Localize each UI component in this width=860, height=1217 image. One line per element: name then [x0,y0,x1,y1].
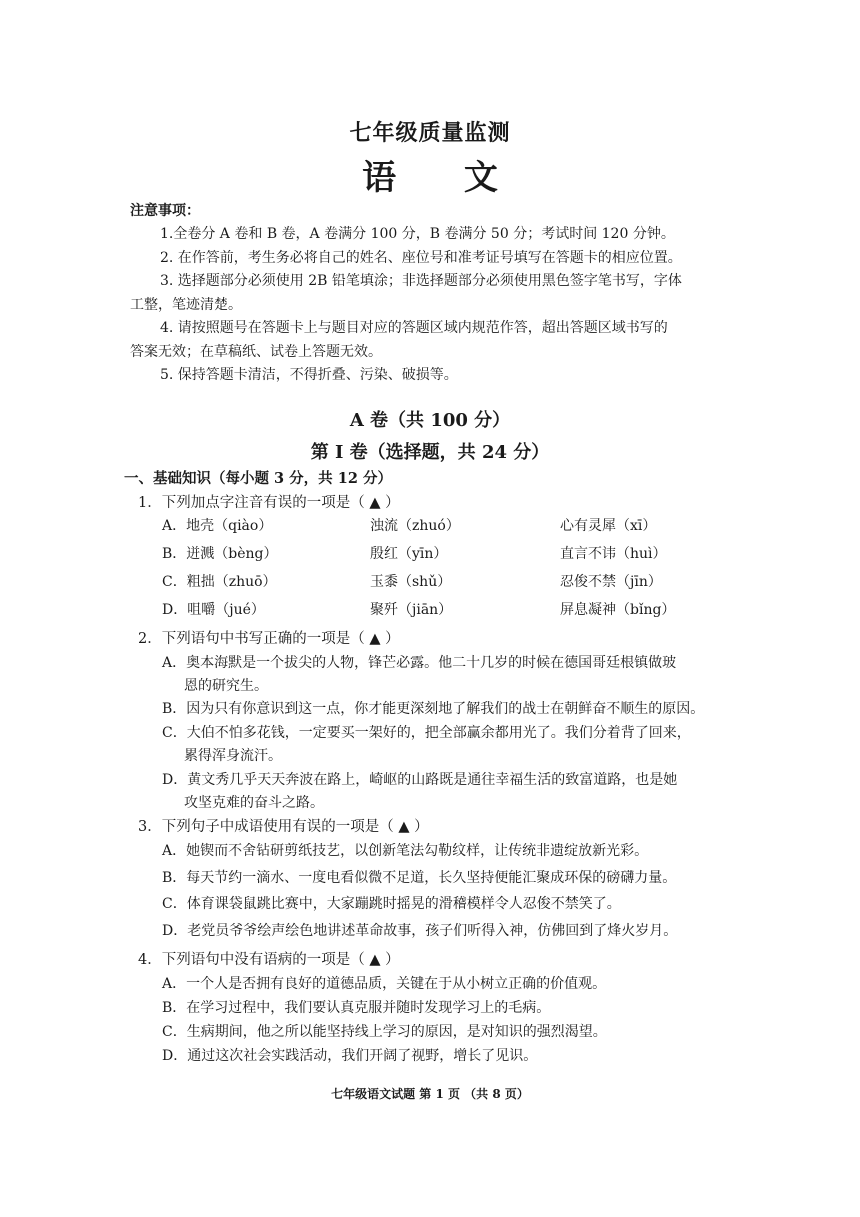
note-item-continued: 工整，笔迹清楚。 [130,297,242,313]
notes-heading: 注意事项： [130,203,200,219]
q1-option-c2: 玉黍（shǔ） [370,574,452,590]
q2-option-a: A．奥本海默是一个拔尖的人物，锋芒必露。他二十几岁的时候在德国哥廷根镇做玻 [162,655,677,671]
note-item: 4. 请按照题号在答题卡上与题目对应的答题区域内规范作答，超出答题区域书写的 [160,320,668,336]
q1-option-b3: 直言不讳（huì） [560,546,667,562]
q1-option-d3: 屏息凝神（bǐng） [560,602,676,618]
note-item: 3. 选择题部分必须使用 2B 铅笔填涂；非选择题部分必须使用黑色签字笔书写，字体 [160,273,682,289]
subject-title: 语 文 [362,158,526,198]
note-item: 1.全卷分 A 卷和 B 卷，A 卷满分 100 分，B 卷满分 50 分；考试时间 120 分钟。 [160,226,675,242]
q2-option-c: C．大伯不怕多花钱，一定要买一架好的，把全部赢余都用光了。我们分着背了回来， [162,725,691,741]
q1-option-d1: D．咀嚼（jué） [162,602,265,618]
q4-option-b: B．在学习过程中，我们要认真克服并随时发现学习上的毛病。 [162,1000,551,1016]
question-4-stem: 4．下列语句中没有语病的一项是（ ▲ ） [138,952,400,968]
section-a-title: A 卷（共 100 分） [349,410,511,431]
q3-option-c: C．体育课袋鼠跳比赛中，大家蹦跳时摇晃的滑稽模样令人忍俊不禁笑了。 [162,896,621,912]
question-1-stem: 1．下列加点字注音有误的一项是（ ▲ ） [138,495,400,511]
q1-option-b1: B．迸溅（bèng） [162,546,278,562]
q1-option-a1: A．地壳（qiào） [162,518,273,534]
q3-option-b: B．每天节约一滴水、一度电看似微不足道，长久坚持便能汇聚成环保的磅礴力量。 [162,870,677,886]
q2-option-c-continued: 累得浑身流汗。 [184,748,282,764]
q4-option-a: A．一个人是否拥有良好的道德品质，关键在于从小树立正确的价值观。 [162,976,607,992]
q4-option-d: D．通过这次社会实践活动，我们开阔了视野，增长了见识。 [162,1048,538,1064]
q1-option-c1: C．粗拙（zhuō） [162,574,277,590]
q3-option-d: D．老党员爷爷绘声绘色地讲述革命故事，孩子们听得入神，仿佛回到了烽火岁月。 [162,923,678,939]
q2-option-b: B．因为只有你意识到这一点，你才能更深刻地了解我们的战士在朝鲜奋不顺生的原因。 [162,701,705,717]
basic-knowledge-heading: 一、基础知识（每小题 3 分，共 12 分） [124,470,392,487]
note-item: 5. 保持答题卡清洁，不得折叠、污染、破损等。 [160,367,458,383]
q4-option-c: C．生病期间，他之所以能坚持线上学习的原因，是对知识的强烈渴望。 [162,1024,607,1040]
question-2-stem: 2．下列语句中书写正确的一项是（ ▲ ） [138,631,400,647]
q1-option-b2: 殷红（yīn） [370,546,448,562]
note-item: 2. 在作答前，考生务必将自己的姓名、座位号和准考证号填写在答题卡的相应位置。 [160,250,682,266]
q1-option-c3: 忍俊不禁（jīn） [560,574,662,590]
q1-option-a3: 心有灵犀（xī） [560,518,657,534]
exam-title: 七年级质量监测 [349,120,511,146]
q2-option-a-continued: 恩的研究生。 [184,678,268,694]
question-3-stem: 3．下列句子中成语使用有误的一项是（ ▲ ） [138,819,429,835]
q3-option-a: A．她锲而不舍钻研剪纸技艺，以创新笔法勾勒纹样，让传统非遗绽放新光彩。 [162,843,649,859]
q1-option-d2: 聚歼（jiān） [370,602,453,618]
part-one-title: 第 I 卷（选择题，共 24 分） [310,442,550,463]
page-footer: 七年级语文试题 第 1 页 （共 8 页） [331,1087,529,1101]
q2-option-d-continued: 攻坚克难的奋斗之路。 [184,795,324,811]
q2-option-d: D．黄文秀几乎天天奔波在路上，崎岖的山路既是通往幸福生活的致富道路，也是她 [162,772,678,788]
note-item-continued: 答案无效；在草稿纸、试卷上答题无效。 [130,344,382,360]
q1-option-a2: 浊流（zhuó） [370,518,460,534]
